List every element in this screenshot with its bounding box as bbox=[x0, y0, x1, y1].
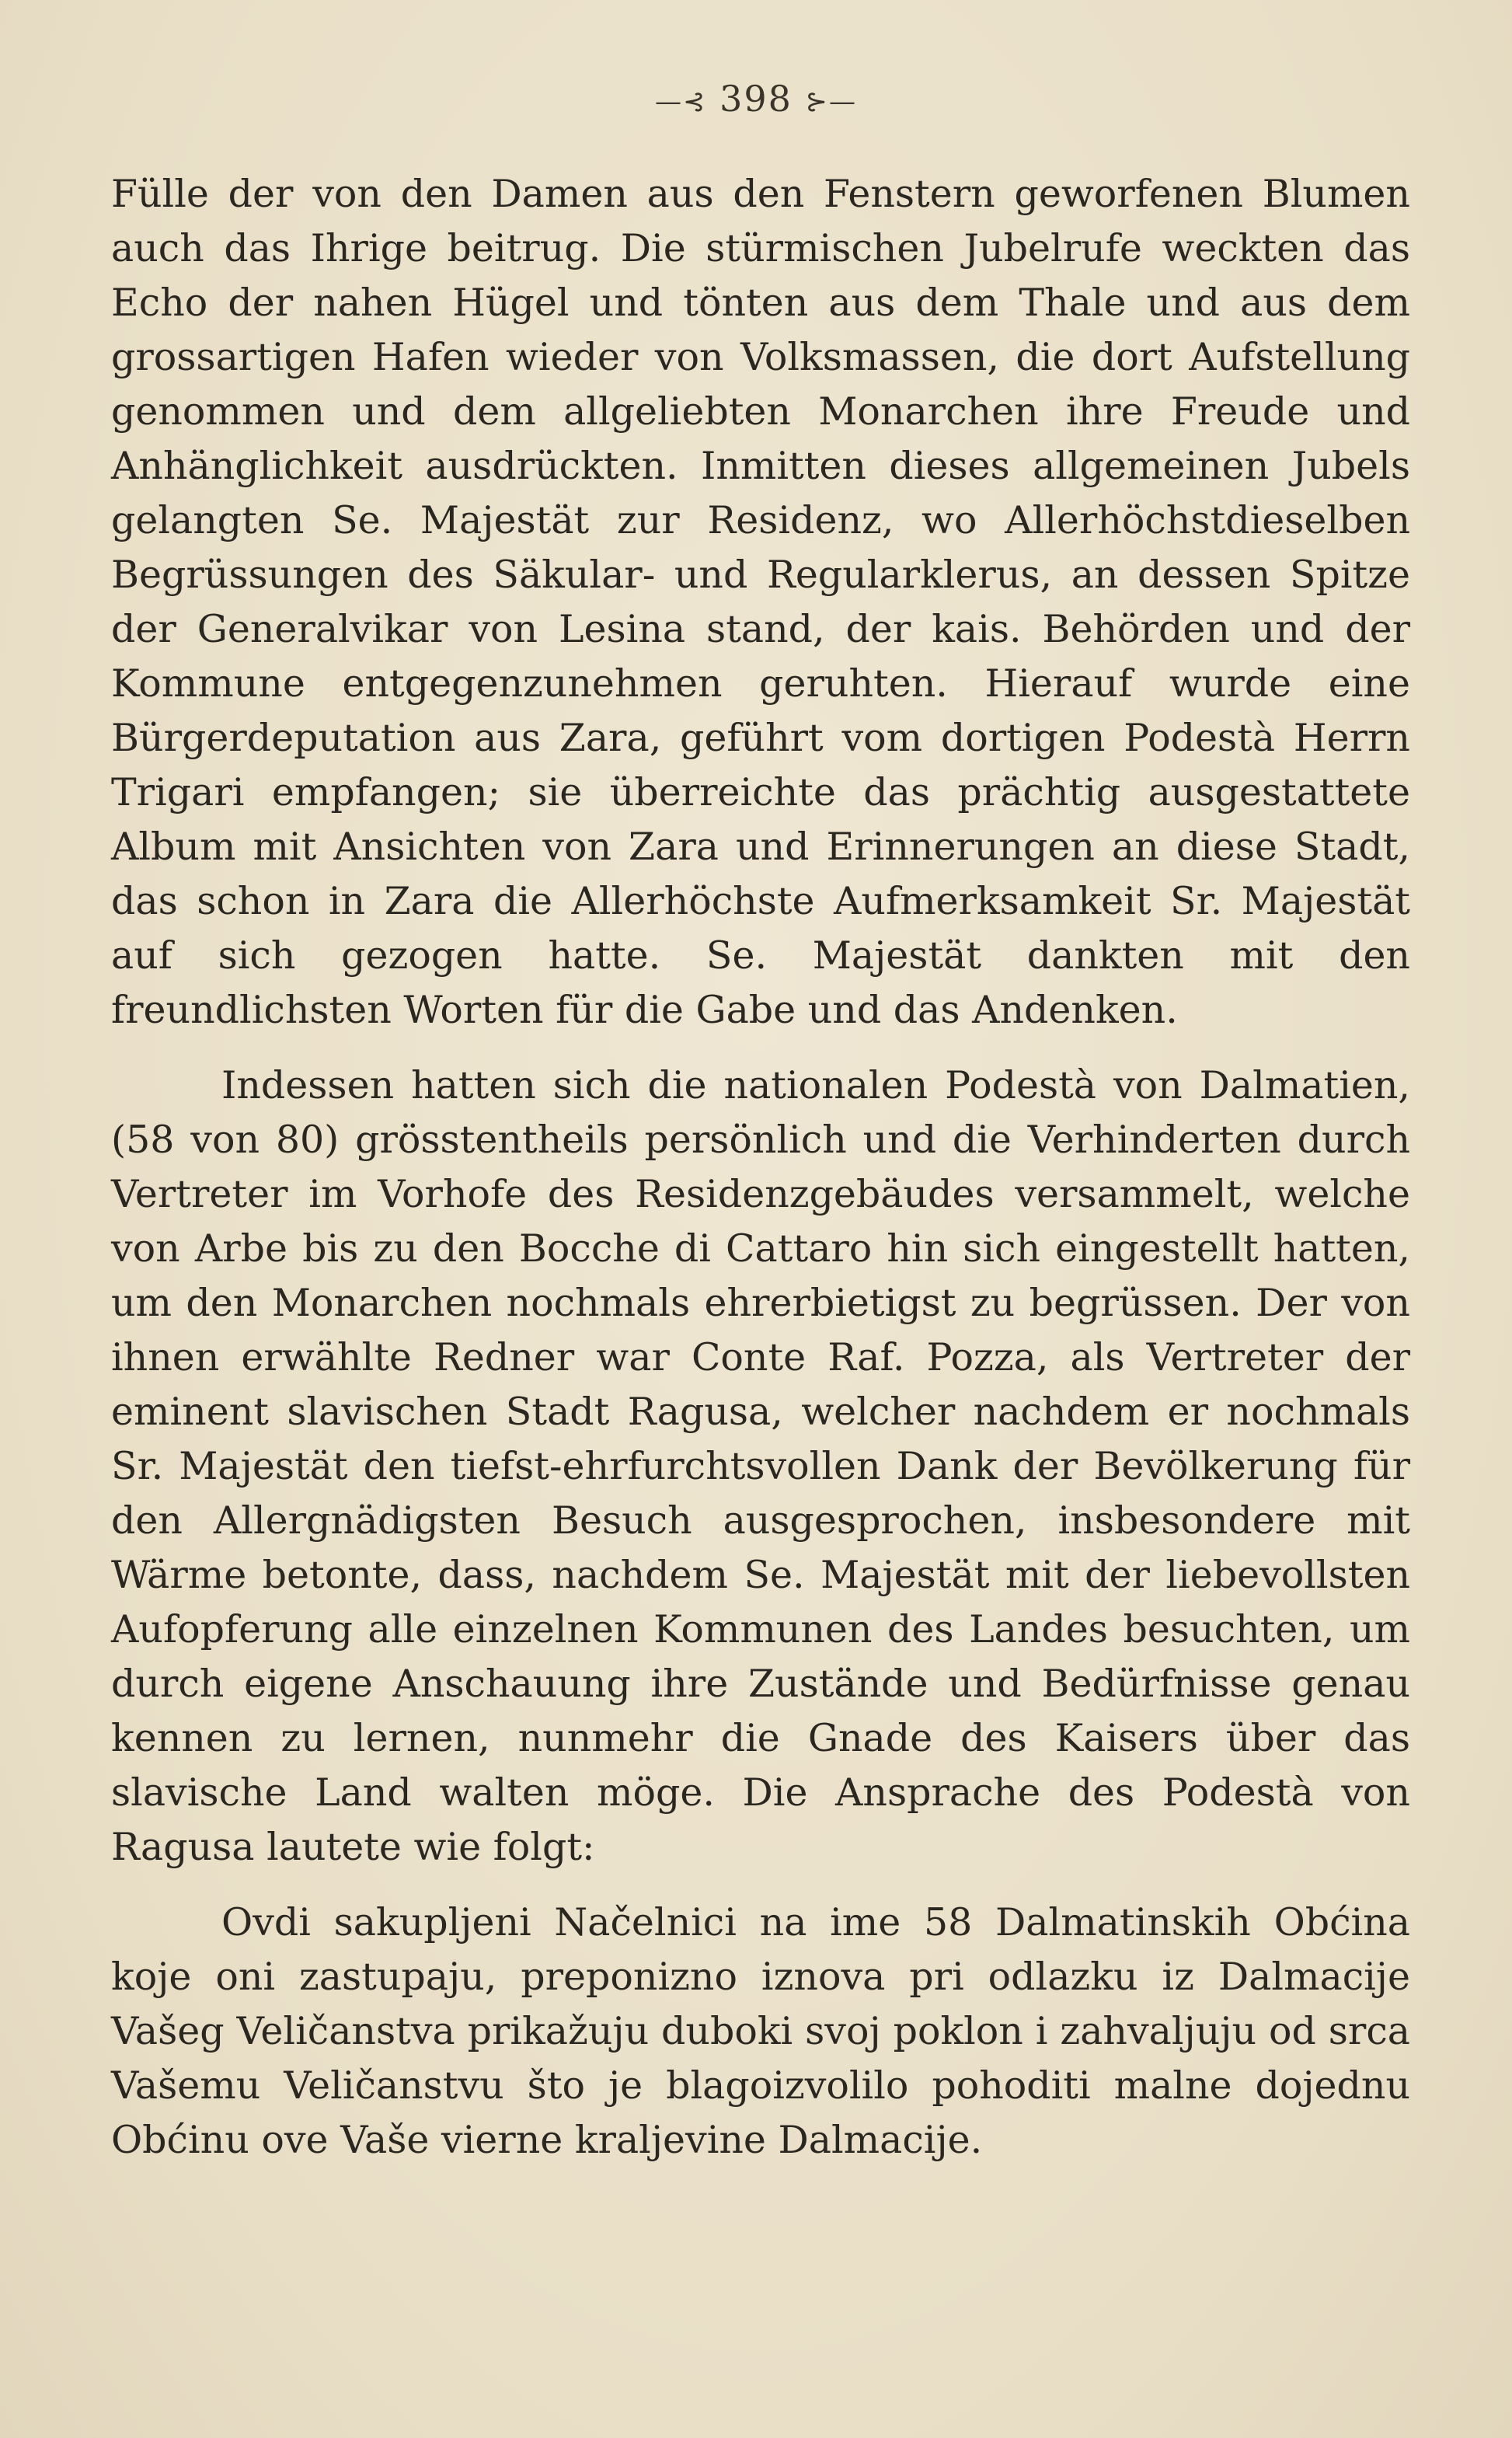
page-header bbox=[0, 78, 1512, 120]
body-text bbox=[111, 167, 1410, 2168]
paragraph-3: Ovdi sakupljeni Načelnici na ime 58 Dalmatinskih Obćina koje oni zastupaju, preponizno iznova pri odlazku iz Dalmacije Vašeg Veličanstva prikažuju duboki svoj poklon i zahvaljuju od srca Vašemu Veličanstvu što je blagoizvolilo pohoditi malne dojednu Obćinu ove Vaše vierne kraljevine Dalmacije. bbox=[111, 1900, 1410, 2162]
ornament-left-icon: —⊰ bbox=[654, 86, 707, 117]
page-number: 398 bbox=[719, 78, 793, 120]
paragraph-1: Fülle der von den Damen aus den Fenstern geworfenen Blumen auch das Ihrige beitrug. Die stürmischen Jubelrufe weckten das Echo der nahen Hügel und tönten aus dem Thale und aus dem grossartigen Hafen wieder von Volksmassen, die dort Aufstellung genommen und dem allgeliebten Monarchen ihre Freude und Anhänglichkeit ausdrückten. Inmitten dieses allgemeinen Jubels gelangten Se. Majestät zur Residenz, wo Allerhöchstdieselben Begrüssungen des Säkular- und Regularklerus, an dessen Spitze der Generalvikar von Lesina stand, der kais. Behörden und der Kommune entgegenzunehmen geruhten. Hierauf wurde eine Bürgerdeputation aus Zara, geführt vom dortigen Podestà Herrn Trigari empfangen; sie überreichte das prächtig ausgestattete Album mit Ansichten von Zara und Erinnerungen an diese Stadt, das schon in Zara die Allerhöchste Aufmerksamkeit Sr. Majestät auf sich gezogen hatte. Se. Majestät dankten mit den freundlichsten Worten für die Gabe und das Andenken. bbox=[111, 172, 1410, 1032]
paragraph-2: Indessen hatten sich die nationalen Podestà von Dalmatien, (58 von 80) grösstentheils persönlich und die Verhinderten durch Vertreter im Vorhofe des Residenzgebäudes versammelt, welche von Arbe bis zu den Bocche di Cattaro hin sich eingestellt hatten, um den Monarchen nochmals ehrerbietigst zu begrüssen. Der von ihnen erwählte Redner war Conte Raf. Pozza, als Vertreter der eminent slavischen Stadt Ragusa, welcher nachdem er nochmals Sr. Majestät den tiefst-ehrfurchtsvollen Dank der Bevölkerung für den Allergnädigsten Besuch ausgesprochen, insbesondere mit Wärme betonte, dass, nachdem Se. Majestät mit der liebevollsten Aufopferung alle einzelnen Kommunen des Landes besuchten, um durch eigene Anschauung ihre Zustände und Bedürfnisse genau kennen zu lernen, nunmehr die Gnade des Kaisers über das slavische Land walten möge. Die Ansprache des Podestà von Ragusa lautete wie folgt: bbox=[111, 1063, 1410, 1869]
ornament-right-icon: ⊱— bbox=[805, 86, 858, 117]
